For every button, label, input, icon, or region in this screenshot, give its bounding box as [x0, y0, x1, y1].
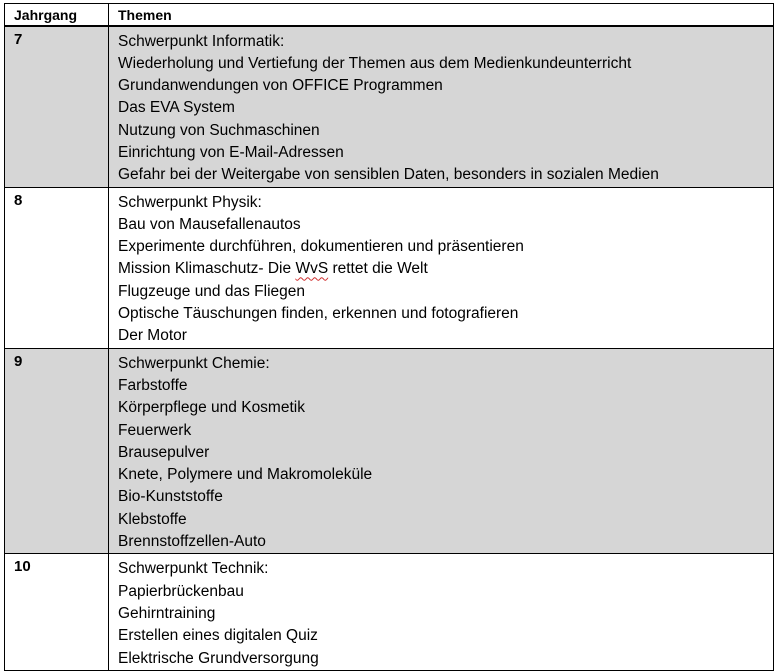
table-row — [5, 187, 774, 348]
year-cell: 8 — [5, 187, 109, 348]
header-topics: Themen — [109, 4, 774, 26]
curriculum-table — [4, 3, 774, 671]
topic-item: Gefahr bei der Weitergabe von sensiblen Daten, besonders in sozialen Medien — [118, 166, 659, 184]
topic-item: Brausepulver — [118, 443, 210, 461]
focus-heading: Schwerpunkt Chemie: — [118, 354, 270, 372]
spellcheck-word: WvS — [295, 260, 329, 278]
topic-item: Nutzung von Suchmaschinen — [118, 121, 320, 139]
topics-cell — [109, 26, 774, 188]
topic-item: Flugzeuge und das Fliegen — [118, 282, 305, 300]
table-row — [5, 348, 774, 554]
topic-item: Gehirntraining — [118, 604, 216, 622]
topic-item: Knete, Polymere und Makromoleküle — [118, 466, 373, 484]
topic-item: Grundanwendungen von OFFICE Programmen — [118, 77, 443, 95]
topics-cell — [109, 187, 774, 348]
topic-item: Erstellen eines digitalen Quiz — [118, 627, 318, 645]
header-year: Jahrgang — [5, 4, 109, 26]
topic-item: Wiederholung und Vertiefung der Themen aus dem Medienkundeunterricht — [118, 54, 632, 72]
topic-item: Klebstoffe — [118, 510, 187, 528]
topic-item: Einrichtung von E-Mail-Adressen — [118, 143, 344, 161]
topic-item: Bau von Mausefallenautos — [118, 215, 301, 233]
topic-item: Experimente durchführen, dokumentieren und präsentieren — [118, 238, 524, 256]
topic-item: Elektrische Grundversorgung — [118, 649, 319, 667]
focus-heading: Schwerpunkt Physik: — [118, 193, 262, 211]
table-header-row — [5, 4, 774, 26]
topic-item: Optische Täuschungen finden, erkennen und fotografieren — [118, 305, 519, 323]
year-cell: 9 — [5, 348, 109, 554]
topic-item: Farbstoffe — [118, 376, 188, 394]
topic-item: Der Motor — [118, 327, 187, 345]
topic-item: Feuerwerk — [118, 421, 192, 439]
topic-item: Das EVA System — [118, 99, 235, 117]
topic-item: Papierbrückenbau — [118, 582, 244, 600]
topics-cell — [109, 348, 774, 554]
focus-heading: Schwerpunkt Informatik: — [118, 32, 285, 50]
topic-item: Brennstoffzellen-Auto — [118, 533, 266, 551]
topics-cell — [109, 554, 774, 670]
topic-item: Bio-Kunststoffe — [118, 488, 223, 506]
table-row — [5, 554, 774, 670]
table-row — [5, 26, 774, 188]
year-cell: 10 — [5, 554, 109, 670]
focus-heading: Schwerpunkt Technik: — [118, 560, 269, 578]
topic-item: Körperpflege und Kosmetik — [118, 399, 305, 417]
topic-item: Mission Klimaschutz- Die WvS rettet die Welt — [118, 260, 428, 278]
year-cell: 7 — [5, 26, 109, 188]
